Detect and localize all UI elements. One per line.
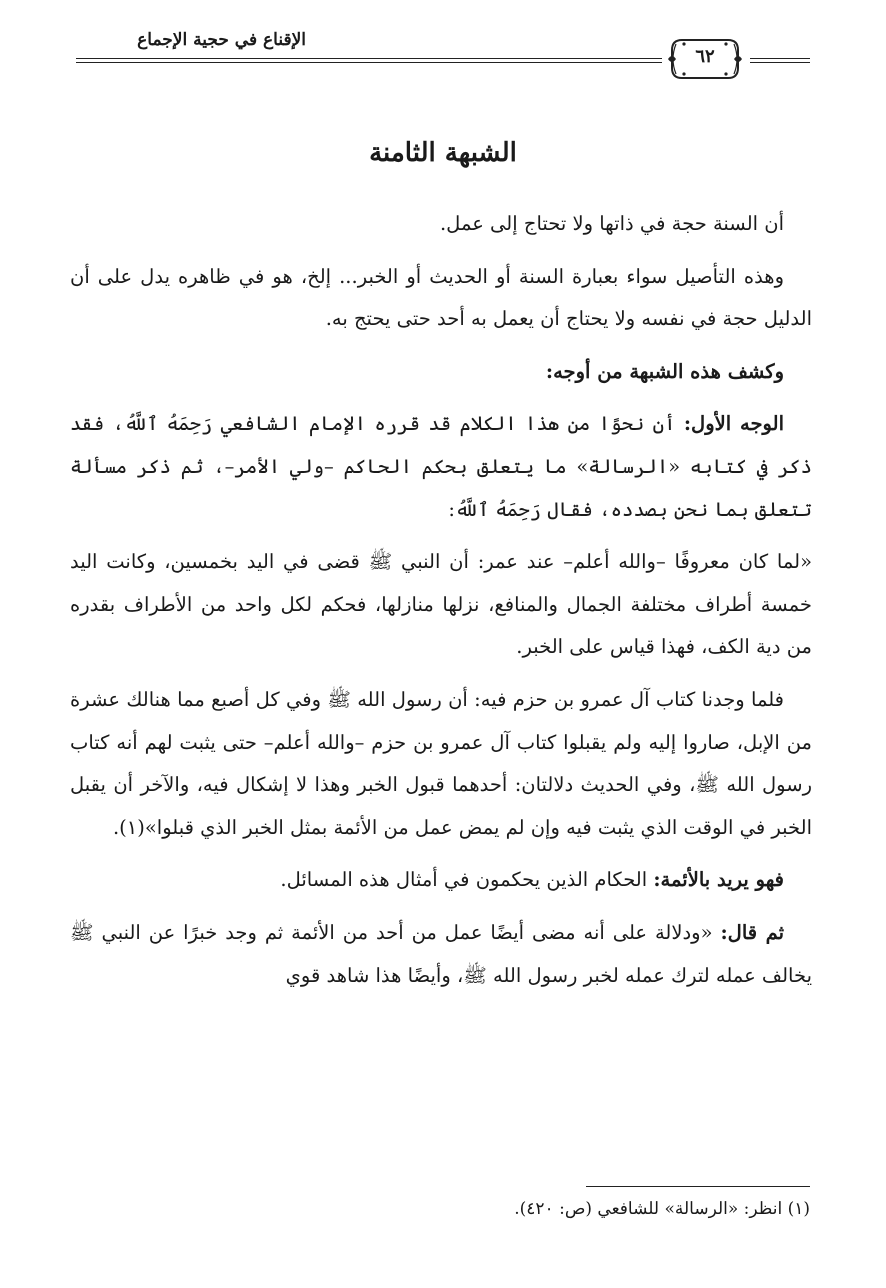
paragraph-4-text: أن نحوًا من هذا الكلام قد قرره الإمام الشافعي رَحِمَهُ ٱللَّهُ، فقد ذكر في كتابه «الرسالة» ما يتعلق بحكم الحاكم –ولي الأمر–، ثم ذكر مسألة تتعلق بما نحن بصدده، فقال رَحِمَهُ ٱللَّهُ:	[70, 412, 812, 521]
header-rule-left-double	[76, 62, 662, 63]
paragraph-6: فلما وجدنا كتاب آل عمرو بن حزم فيه: أن رسول الله ﷺ وفي كل أصبع مما هنالك عشرة من الإبل، صاروا إليه ولم يقبلوا كتاب آل عمرو بن حزم –والله أعلم– حتى يثبت لهم أنه كتاب رسول الله ﷺ، وفي الحديث دلالتان: أحدهما قبول الخبر وهذا لا إشكال فيه، والآخر أن يقبل الخبر في الوقت الذي يثبت فيه وإن لم يمض عمل من الأئمة بمثل الخبر الذي قبلوا»(١).	[70, 687, 812, 839]
paragraph-7-text: الحكام الذين يحكمون في أمثال هذه المسائل.	[280, 868, 654, 892]
paragraph-1: أن السنة حجة في ذاتها ولا تحتاج إلى عمل.	[439, 212, 784, 235]
paragraph-3-text: وكشف هذه الشبهة من أوجه:	[545, 359, 784, 383]
running-title: الإقناع في حجية الإجماع	[137, 30, 306, 50]
footnote: (١) انظر: «الرسالة» للشافعي (ص: ٤٢٠).	[514, 1199, 810, 1219]
paragraph-4-lead: الوجه الأول:	[683, 412, 784, 436]
paragraph-7	[70, 859, 812, 902]
paragraph-8-lead: ثم قال:	[720, 920, 784, 944]
section-heading: الشبهة الثامنة	[369, 138, 517, 168]
body-text	[70, 203, 812, 1007]
paragraph-5: «لما كان معروفًا –والله أعلم– عند عمر: أن النبي ﷺ قضى في اليد بخمسين، وكانت اليد خمسة أطراف مختلفة الجمال والمنافع، نزلها منازلها، فحكم لكل واحد من الأطراف بقدره من دية الكف، فهذا قياس على الخبر.	[70, 550, 812, 659]
paragraph-3	[70, 351, 812, 394]
paragraph-4	[70, 403, 812, 531]
header-rule-right-double	[750, 62, 810, 63]
page-number-badge	[664, 34, 746, 84]
paragraph-8-text: «ودلالة على أنه مضى أيضًا عمل من أحد من الأئمة ثم وجد خبرًا عن النبي ﷺ يخالف عمله لترك عمله لخبر رسول الله ﷺ، وأيضًا هذا شاهد قوي	[70, 920, 812, 987]
footnote-rule	[586, 1186, 810, 1187]
paragraph-7-lead: فهو يريد بالأئمة:	[653, 868, 784, 892]
page-number: ٦٢	[695, 46, 715, 67]
header-rule-right	[750, 58, 810, 59]
header-rule-left	[76, 58, 662, 59]
paragraph-8	[70, 912, 812, 997]
paragraph-2: وهذه التأصيل سواء بعبارة السنة أو الحديث أو الخبر... إلخ، هو في ظاهره يدل على أن الدليل حجة في نفسه ولا يحتاج أن يعمل به أحد حتى يحتج به.	[70, 264, 812, 331]
